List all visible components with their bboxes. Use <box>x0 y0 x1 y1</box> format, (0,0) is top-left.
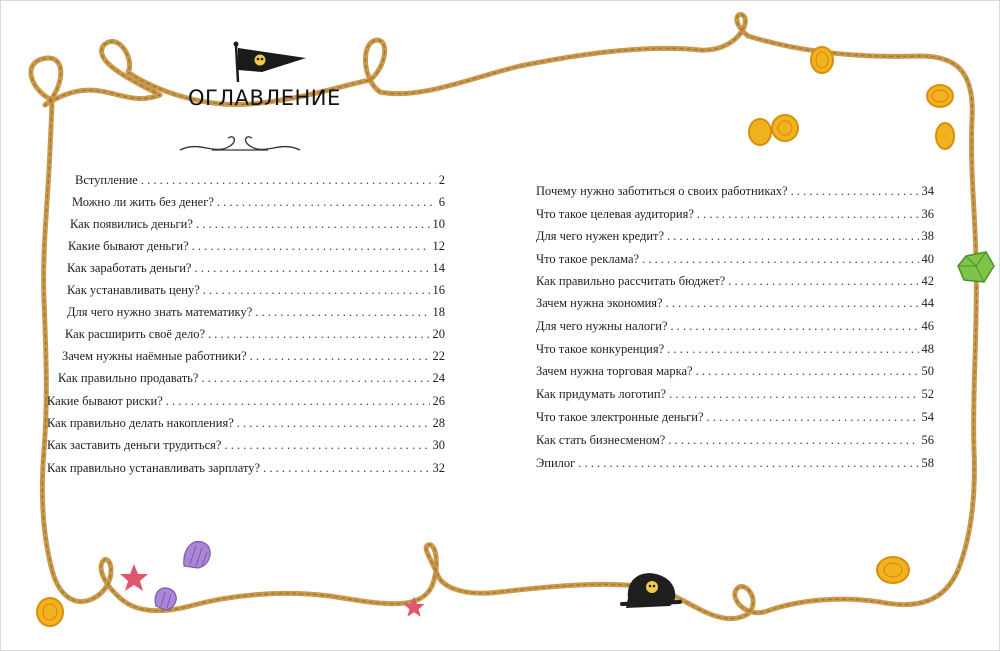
toc-leader <box>196 217 430 232</box>
toc-leader <box>201 371 429 386</box>
toc-leader <box>141 173 436 188</box>
toc-entry[interactable] <box>67 283 445 298</box>
toc-entry[interactable] <box>536 207 934 222</box>
toc-entry[interactable] <box>536 296 934 311</box>
toc-leader <box>250 349 430 364</box>
toc-entry-page: 20 <box>432 327 445 341</box>
toc-entry[interactable] <box>67 261 445 276</box>
toc-entry-page: 42 <box>921 274 934 288</box>
flourish-ornament <box>180 137 300 150</box>
toc-entry-page: 18 <box>432 305 445 319</box>
coin-icon <box>927 85 953 107</box>
toc-entry-page: 6 <box>438 195 445 209</box>
toc-entry-title: Какие бывают риски? <box>47 394 163 408</box>
toc-entry-page: 58 <box>921 456 934 470</box>
toc-entry[interactable] <box>536 319 934 334</box>
toc-entry-title: Что такое электронные деньги? <box>536 410 704 424</box>
toc-leader <box>642 252 918 267</box>
toc-entry-page: 30 <box>432 438 445 452</box>
toc-entry-title: Для чего нужно знать математику? <box>67 305 253 319</box>
toc-leader <box>696 364 919 379</box>
toc-entry-page: 52 <box>921 387 934 401</box>
toc-entry[interactable] <box>536 410 934 425</box>
toc-entry-title: Как расширить своё дело? <box>65 327 206 341</box>
toc-entry[interactable] <box>47 461 445 476</box>
toc-entry[interactable] <box>68 239 445 254</box>
toc-leader <box>669 387 918 402</box>
toc-leader <box>791 184 919 199</box>
toc-entry-title: Как заработать деньги? <box>67 261 192 275</box>
toc-entry[interactable] <box>536 342 934 357</box>
toc-entry-title: Почему нужно заботиться о своих работниках? <box>536 184 788 198</box>
toc-entry-title: Эпилог <box>536 456 576 470</box>
toc-entry-page: 24 <box>432 371 445 385</box>
toc-entry[interactable] <box>536 387 934 402</box>
toc-entry-page: 28 <box>432 416 445 430</box>
toc-entry[interactable] <box>75 173 445 188</box>
toc-entry-title: Как правильно рассчитать бюджет? <box>536 274 726 288</box>
toc-entry[interactable] <box>72 195 445 210</box>
pirate-flag-icon <box>234 42 307 83</box>
toc-entry[interactable] <box>65 327 445 342</box>
toc-entry-title: Вступление <box>75 173 138 187</box>
toc-entry[interactable] <box>67 305 445 320</box>
toc-entry-title: Зачем нужна экономия? <box>536 296 663 310</box>
toc-entry-title: Как стать бизнесменом? <box>536 433 666 447</box>
toc-entry-page: 48 <box>921 342 934 356</box>
toc-entry-title: Что такое конкуренция? <box>536 342 665 356</box>
toc-leader <box>237 416 430 431</box>
toc-entry[interactable] <box>47 438 445 453</box>
toc-entry[interactable] <box>536 252 934 267</box>
toc-entry-page: 32 <box>432 461 445 475</box>
toc-entry-page: 2 <box>438 173 445 187</box>
toc-entry-title: Можно ли жить без денег? <box>72 195 214 209</box>
toc-leader <box>194 261 429 276</box>
shell-icon <box>155 588 176 610</box>
toc-entry[interactable] <box>70 217 445 232</box>
toc-entry-title: Как придумать логотип? <box>536 387 667 401</box>
toc-entry-page: 36 <box>921 207 934 221</box>
toc-entry[interactable] <box>536 364 934 379</box>
toc-entry[interactable] <box>62 349 445 364</box>
toc-entry-page: 40 <box>921 252 934 266</box>
toc-entry-page: 12 <box>432 239 445 253</box>
toc-entry-page: 46 <box>921 319 934 333</box>
toc-leader <box>208 327 429 342</box>
toc-entry[interactable] <box>536 184 934 199</box>
shell-icon <box>184 541 210 568</box>
toc-entry-page: 38 <box>921 229 934 243</box>
toc-entry-title: Как правильно делать накопления? <box>47 416 234 430</box>
toc-leader <box>668 433 918 448</box>
pirate-hat-icon <box>622 573 680 608</box>
page-title: ОГЛАВЛЕНИЕ <box>188 86 341 110</box>
gem-icon <box>958 252 994 282</box>
toc-entry-title: Зачем нужны наёмные работники? <box>62 349 247 363</box>
toc-leader <box>166 394 430 409</box>
toc-leader <box>192 239 430 254</box>
toc-entry-title: Как правильно устанавливать зарплату? <box>47 461 261 475</box>
coin-icon <box>936 123 954 149</box>
toc-leader <box>667 229 918 244</box>
toc-leader <box>666 296 919 311</box>
toc-leader <box>707 410 919 425</box>
toc-entry-page: 54 <box>921 410 934 424</box>
toc-leader <box>697 207 919 222</box>
toc-leader <box>224 438 429 453</box>
coin-icon <box>749 115 798 145</box>
toc-entry-title: Как заставить деньги трудиться? <box>47 438 222 452</box>
toc-entry[interactable] <box>536 456 934 471</box>
coin-icon <box>811 47 833 73</box>
toc-leader <box>578 456 918 471</box>
toc-leader <box>255 305 429 320</box>
toc-leader <box>667 342 918 357</box>
toc-entry-title: Что такое целевая аудитория? <box>536 207 694 221</box>
toc-leader <box>203 283 430 298</box>
starfish-icon <box>120 564 148 591</box>
toc-entry-title: Как устанавливать цену? <box>67 283 200 297</box>
toc-entry-page: 16 <box>432 283 445 297</box>
toc-entry-title: Зачем нужна торговая марка? <box>536 364 693 378</box>
toc-leader <box>671 319 919 334</box>
toc-entry[interactable] <box>536 433 934 448</box>
coin-icon <box>37 598 63 626</box>
toc-entry-page: 50 <box>921 364 934 378</box>
toc-entry-title: Что такое реклама? <box>536 252 640 266</box>
toc-entry-page: 44 <box>921 296 934 310</box>
toc-entry[interactable] <box>58 371 445 386</box>
toc-entry-title: Какие бывают деньги? <box>68 239 189 253</box>
toc-entry-page: 56 <box>921 433 934 447</box>
toc-entry-title: Для чего нужен кредит? <box>536 229 665 243</box>
toc-entry[interactable] <box>47 394 445 409</box>
toc-entry-page: 26 <box>432 394 445 408</box>
toc-entry-page: 14 <box>432 261 445 275</box>
toc-entry-page: 34 <box>921 184 934 198</box>
toc-leader <box>728 274 918 289</box>
toc-entry-title: Как правильно продавать? <box>58 371 199 385</box>
toc-entry[interactable] <box>536 274 934 289</box>
toc-leader <box>217 195 436 210</box>
coin-icon <box>877 557 909 583</box>
toc-entry-title: Для чего нужны налоги? <box>536 319 668 333</box>
toc-leader <box>263 461 429 476</box>
toc-entry[interactable] <box>536 229 934 244</box>
toc-entry[interactable] <box>47 416 445 431</box>
toc-entry-page: 22 <box>432 349 445 363</box>
toc-entry-title: Как появились деньги? <box>70 217 193 231</box>
toc-entry-page: 10 <box>432 217 445 231</box>
